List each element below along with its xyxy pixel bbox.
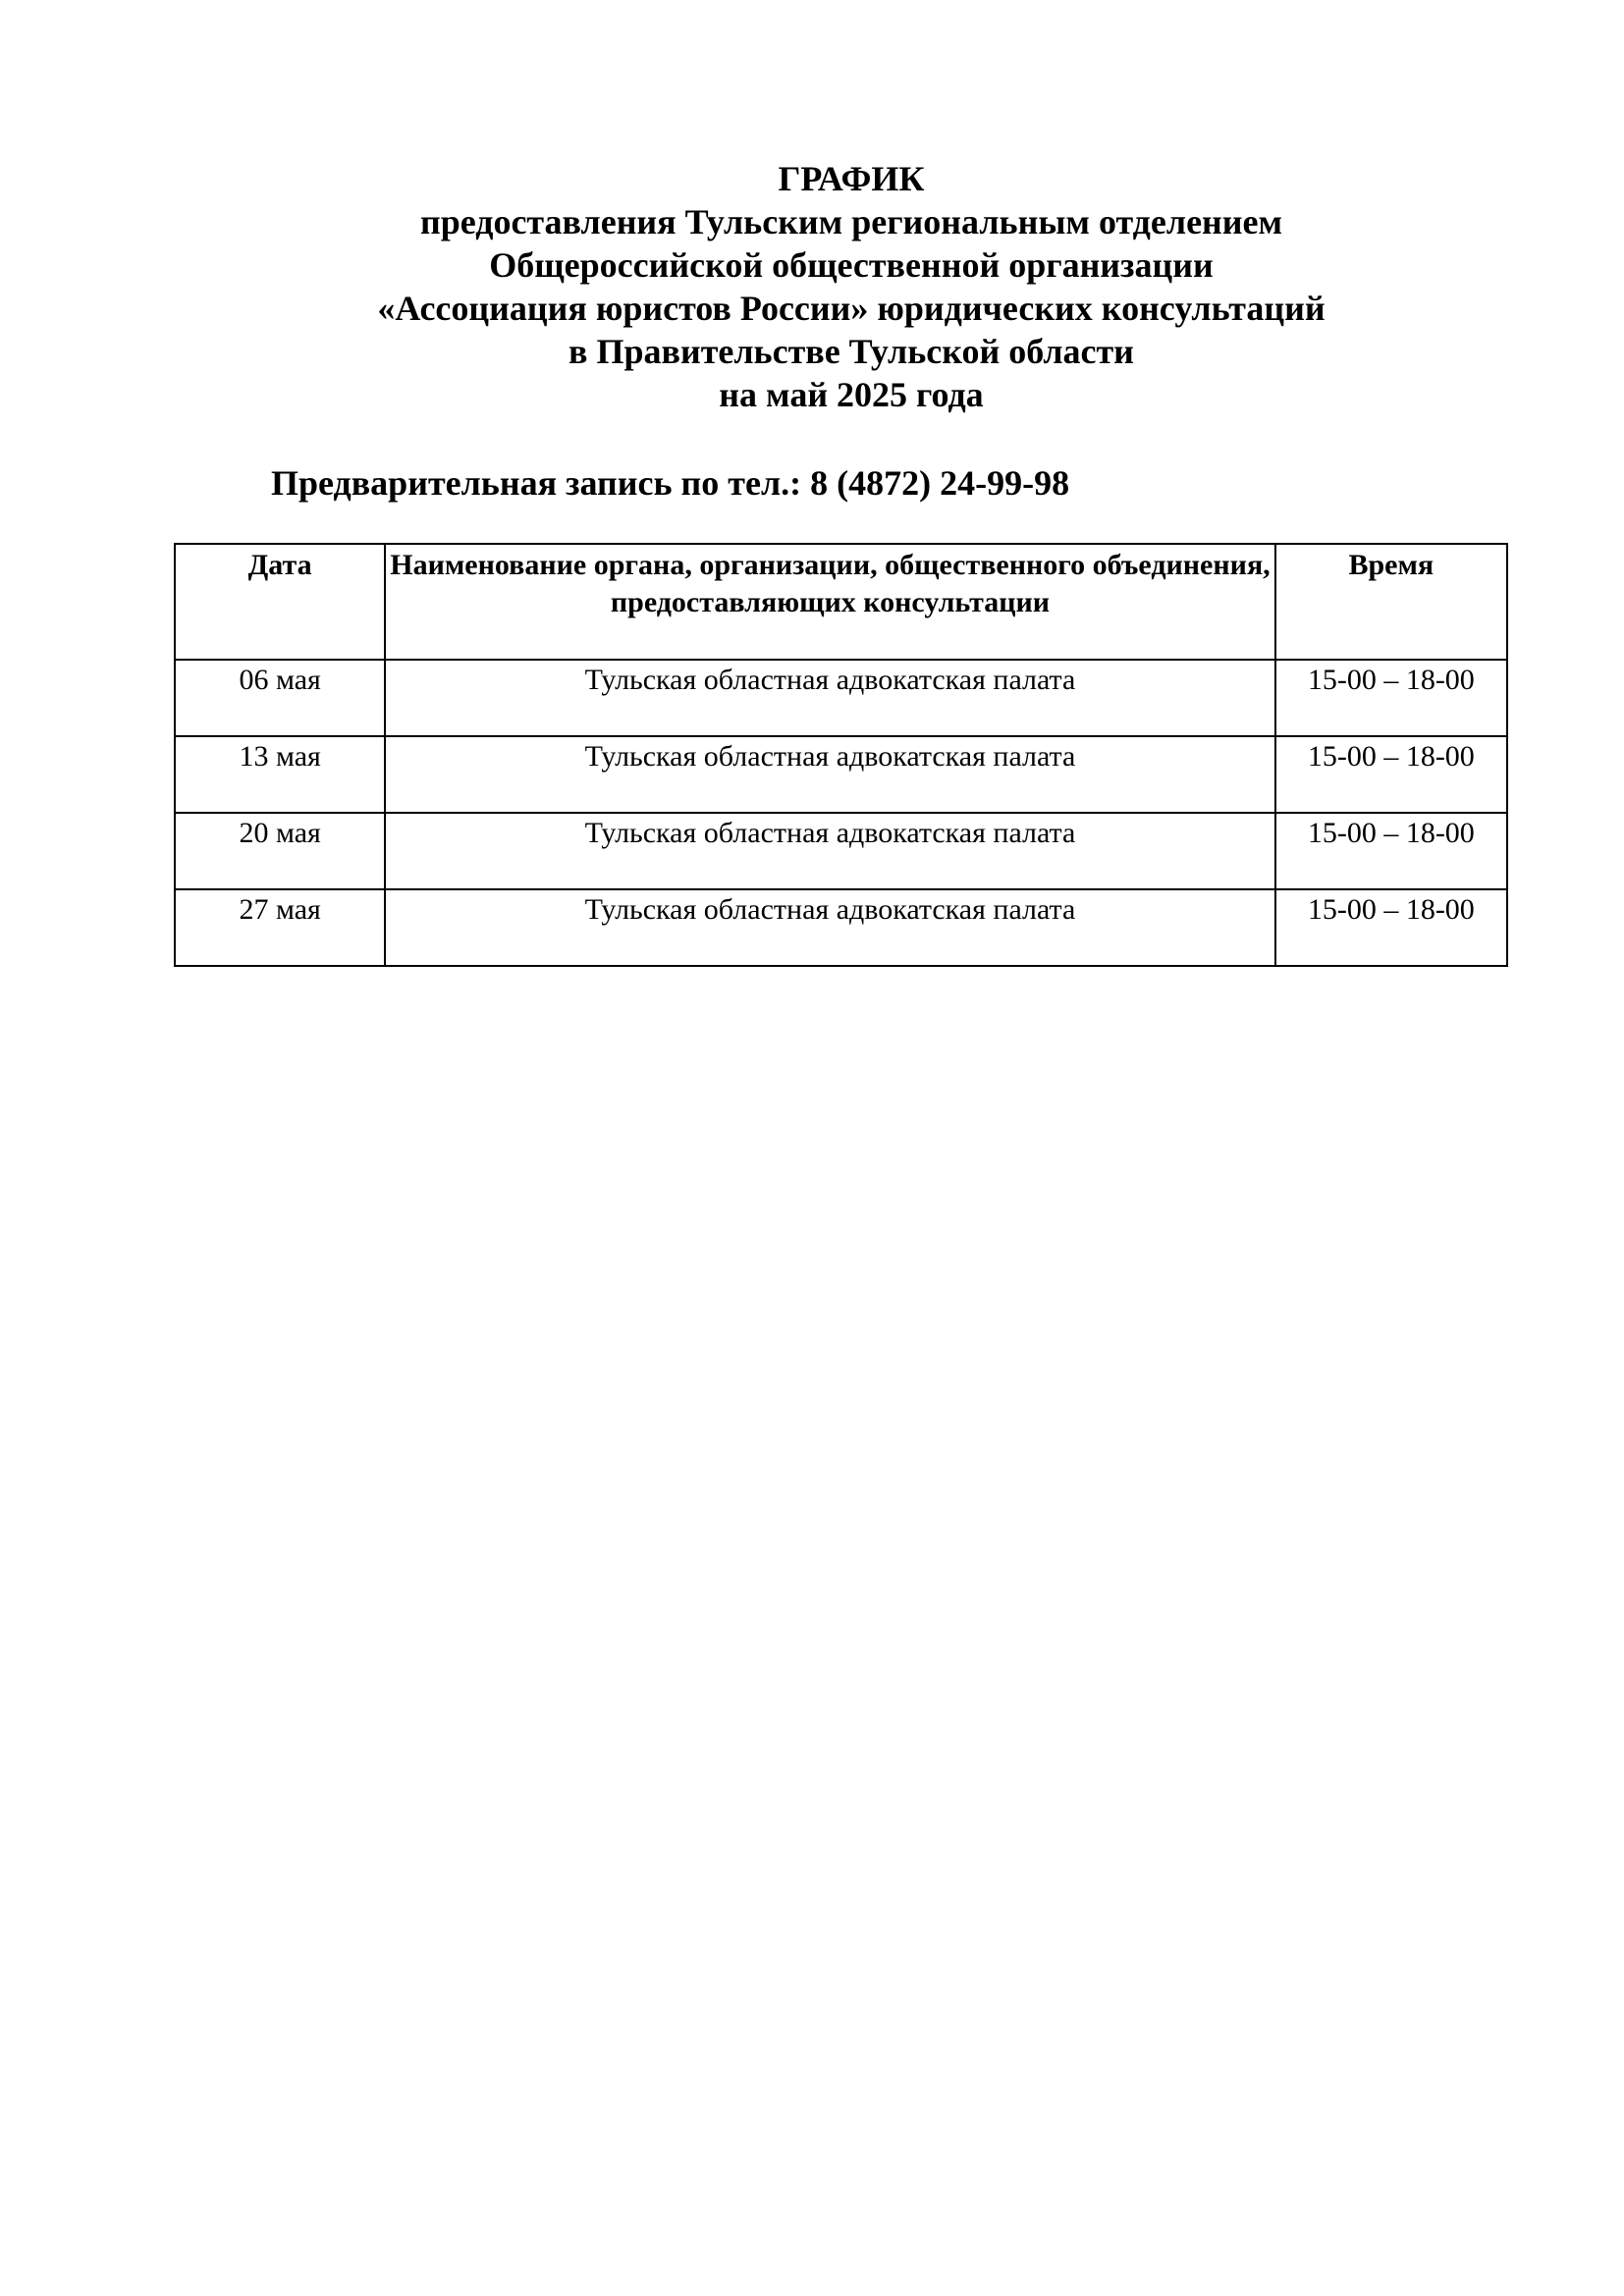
cell-organization: Тульская областная адвокатская палата — [385, 889, 1274, 966]
header-time: Время — [1275, 544, 1507, 660]
table-header-row — [175, 544, 1507, 660]
document-title — [0, 157, 1624, 416]
cell-time: 15-00 – 18-00 — [1275, 889, 1507, 966]
cell-date: 13 мая — [175, 736, 385, 813]
title-line-4: «Ассоциация юристов России» юридических консультаций — [377, 289, 1326, 328]
title-line-2: предоставления Тульским региональным отделением — [419, 202, 1283, 241]
table-row — [175, 660, 1507, 736]
schedule-table — [174, 543, 1508, 967]
cell-date: 27 мая — [175, 889, 385, 966]
cell-time: 15-00 – 18-00 — [1275, 736, 1507, 813]
title-heading: ГРАФИК — [778, 159, 925, 198]
title-line-3: Общероссийской общественной организации — [489, 245, 1214, 285]
cell-date: 06 мая — [175, 660, 385, 736]
cell-organization: Тульская областная адвокатская палата — [385, 736, 1274, 813]
cell-organization: Тульская областная адвокатская палата — [385, 813, 1274, 889]
table-row — [175, 813, 1507, 889]
title-line-6: на май 2025 года — [719, 375, 984, 414]
cell-date: 20 мая — [175, 813, 385, 889]
cell-organization: Тульская областная адвокатская палата — [385, 660, 1274, 736]
cell-time: 15-00 – 18-00 — [1275, 813, 1507, 889]
header-date: Дата — [175, 544, 385, 660]
table-row — [175, 889, 1507, 966]
table-row — [175, 736, 1507, 813]
cell-time: 15-00 – 18-00 — [1275, 660, 1507, 736]
title-line-5: в Правительстве Тульской области — [568, 332, 1134, 371]
phone-note: Предварительная запись по тел.: 8 (4872) 24-99-98 — [271, 463, 1070, 503]
header-organization: Наименование органа, организации, общественного объединения, предоставляющих консультации — [385, 544, 1274, 660]
